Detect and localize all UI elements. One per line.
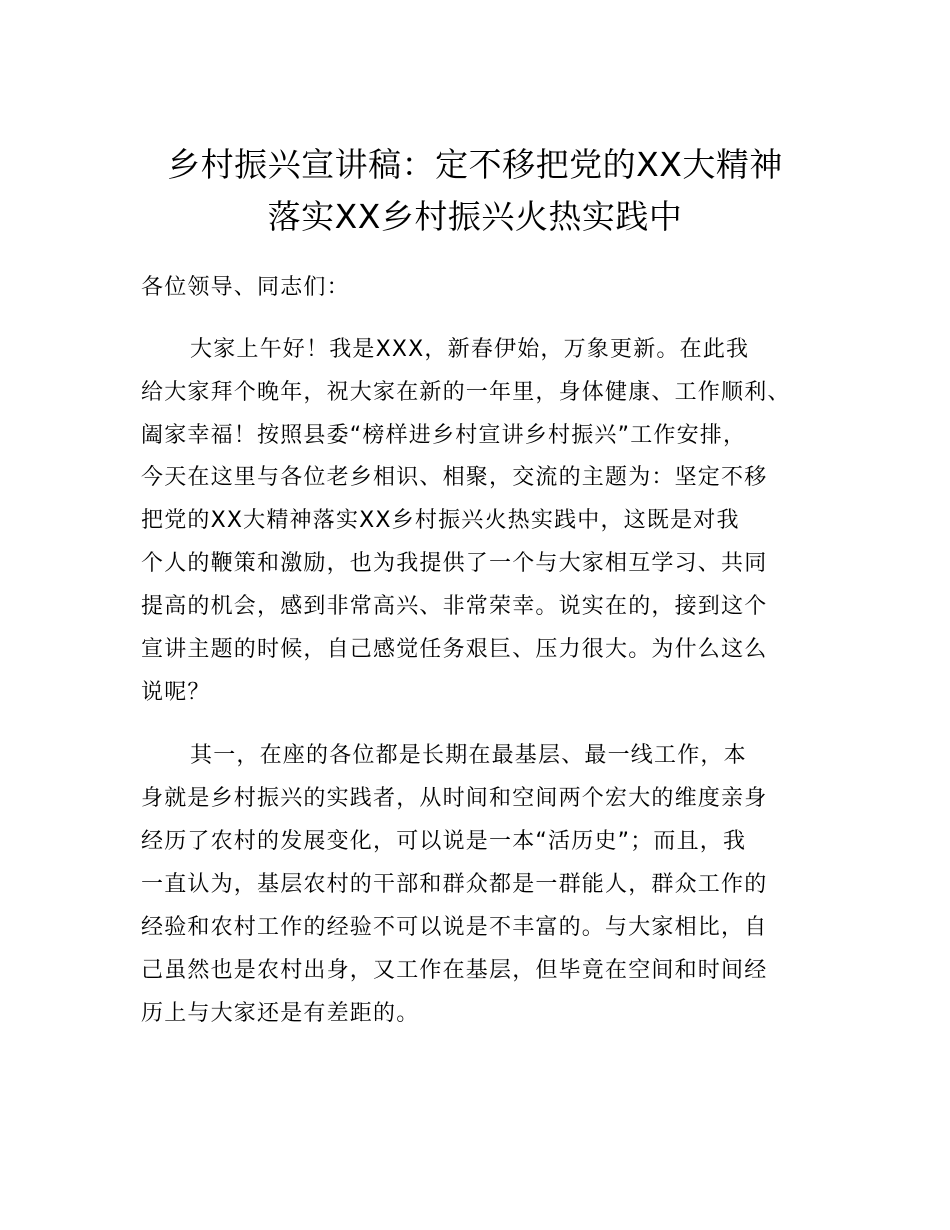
paragraph1-line: 大家上午好！我是XXX，新春伊始，万象更新。在此我 (190, 337, 750, 362)
paragraph1-line: 给大家拜个晚年，祝大家在新的一年里，身体健康、工作顺利、 (141, 380, 791, 405)
paragraph2-line: 经历了农村的发展变化，可以说是一本“活历史”；而且，我 (141, 829, 747, 854)
paragraph2-line: 历上与大家还是有差距的。 (141, 1001, 420, 1026)
salutation: 各位领导、同志们： (141, 275, 350, 300)
paragraph2-line: 一直认为，基层农村的干部和群众都是一群能人，群众工作的 (141, 872, 768, 897)
paragraph2-line: 身就是乡村振兴的实践者，从时间和空间两个宏大的维度亲身 (141, 786, 768, 811)
document-title-line-1: 乡村振兴宣讲稿：定不移把党的XX大精神 (167, 145, 783, 184)
paragraph2-line: 其一，在座的各位都是长期在最基层、最一线工作，本 (190, 743, 747, 768)
paragraph1-line: 个人的鞭策和激励，也为我提供了一个与大家相互学习、共同 (141, 551, 768, 576)
paragraph1-line: 宣讲主题的时候，自己感觉任务艰巨、压力很大。为什么这么 (141, 637, 768, 662)
paragraph1-line: 今天在这里与各位老乡相识、相聚，交流的主题为：坚定不移 (141, 465, 768, 490)
paragraph2-line: 经验和农村工作的经验不可以说是不丰富的。与大家相比，自 (141, 915, 768, 940)
paragraph2-line: 己虽然也是农村出身，又工作在基层，但毕竟在空间和时间经 (141, 958, 768, 983)
document-title-line-2: 落实XX乡村振兴火热实践中 (267, 197, 683, 236)
paragraph1-line: 说呢？ (141, 680, 211, 705)
paragraph1-line: 提高的机会，感到非常高兴、非常荣幸。说实在的，接到这个 (141, 594, 768, 619)
paragraph1-line: 把党的XX大精神落实XX乡村振兴火热实践中，这既是对我 (141, 508, 740, 533)
paragraph1-line: 阖家幸福！按照县委“榜样进乡村宣讲乡村振兴”工作安排， (141, 423, 747, 448)
